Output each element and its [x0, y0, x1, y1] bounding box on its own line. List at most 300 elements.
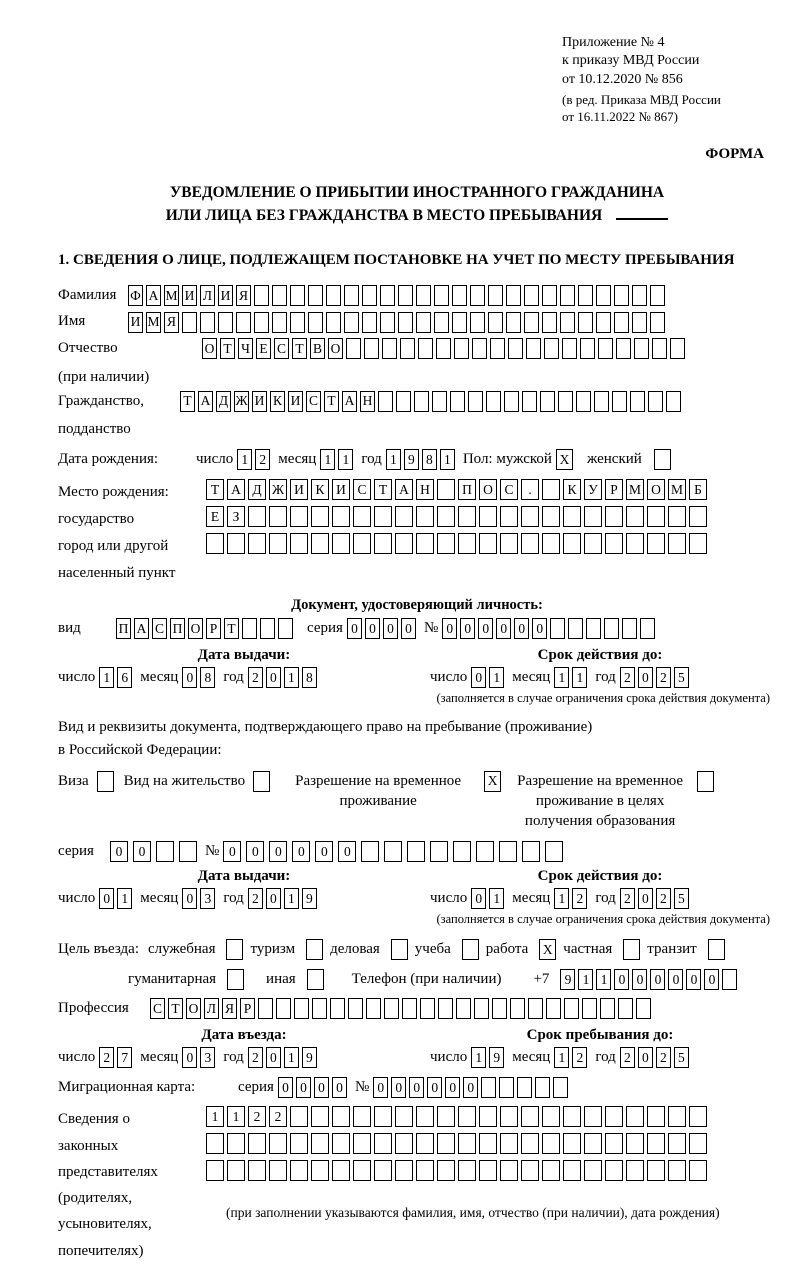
char-cell[interactable] [553, 1077, 568, 1098]
char-cell[interactable]: 1 [386, 449, 401, 470]
char-cell[interactable]: 2 [248, 667, 263, 688]
char-cell[interactable] [670, 338, 685, 359]
char-cell[interactable]: Б [689, 479, 707, 500]
char-cell[interactable] [450, 391, 465, 412]
char-cell[interactable] [563, 1160, 581, 1181]
char-cell[interactable]: 0 [614, 969, 629, 990]
char-cell[interactable] [647, 533, 665, 554]
char-cell[interactable] [630, 391, 645, 412]
char-cell[interactable]: 0 [478, 618, 493, 639]
char-cell[interactable]: 2 [255, 449, 270, 470]
char-cell[interactable] [584, 533, 602, 554]
char-cell[interactable] [206, 533, 224, 554]
char-cell[interactable] [361, 841, 379, 862]
char-cell[interactable]: Т [168, 998, 183, 1019]
char-cell[interactable]: 1 [99, 667, 114, 688]
char-cell[interactable] [290, 1133, 308, 1154]
char-cell[interactable] [647, 1133, 665, 1154]
char-cell[interactable] [395, 533, 413, 554]
char-cell[interactable]: Е [206, 506, 224, 527]
char-cell[interactable] [545, 841, 563, 862]
char-cell[interactable]: 9 [560, 969, 575, 990]
char-cell[interactable] [510, 998, 525, 1019]
char-cell[interactable] [578, 285, 593, 306]
char-cell[interactable]: С [150, 998, 165, 1019]
char-cell[interactable] [416, 285, 431, 306]
char-cell[interactable]: 0 [668, 969, 683, 990]
char-cell[interactable]: В [310, 338, 325, 359]
char-cell[interactable] [258, 998, 273, 1019]
char-cell[interactable] [500, 533, 518, 554]
char-cell[interactable]: Т [206, 479, 224, 500]
char-cell[interactable]: З [227, 506, 245, 527]
char-cell[interactable]: 1 [572, 667, 587, 688]
char-cell[interactable]: О [328, 338, 343, 359]
char-cell[interactable] [636, 998, 651, 1019]
char-cell[interactable]: 0 [650, 969, 665, 990]
char-cell[interactable] [254, 312, 269, 333]
char-cell[interactable]: 0 [338, 841, 356, 862]
char-cell[interactable] [470, 285, 485, 306]
char-cell[interactable] [550, 618, 565, 639]
char-cell[interactable] [416, 1160, 434, 1181]
char-cell[interactable]: И [182, 285, 197, 306]
char-cell[interactable]: 5 [674, 1047, 689, 1068]
char-cell[interactable] [598, 338, 613, 359]
char-cell[interactable] [437, 479, 455, 500]
char-cell[interactable] [353, 506, 371, 527]
char-cell[interactable]: 2 [656, 888, 671, 909]
char-cell[interactable]: 0 [133, 841, 151, 862]
char-cell[interactable]: 0 [99, 888, 114, 909]
char-cell[interactable]: 0 [471, 888, 486, 909]
char-cell[interactable] [689, 506, 707, 527]
char-cell[interactable]: 5 [674, 888, 689, 909]
char-cell[interactable] [458, 533, 476, 554]
char-cell[interactable]: 0 [383, 618, 398, 639]
char-cell[interactable] [432, 391, 447, 412]
char-cell[interactable]: И [252, 391, 267, 412]
char-cell[interactable] [332, 1106, 350, 1127]
char-cell[interactable]: 0 [292, 841, 310, 862]
char-cell[interactable]: М [146, 312, 161, 333]
char-cell[interactable] [416, 1106, 434, 1127]
char-cell[interactable] [248, 506, 266, 527]
char-cell[interactable] [366, 998, 381, 1019]
char-cell[interactable]: 1 [227, 1106, 245, 1127]
char-cell[interactable]: 7 [117, 1047, 132, 1068]
char-cell[interactable]: Р [605, 479, 623, 500]
char-cell[interactable] [500, 1133, 518, 1154]
char-cell[interactable] [353, 1133, 371, 1154]
char-cell[interactable] [362, 312, 377, 333]
char-cell[interactable] [437, 533, 455, 554]
char-cell[interactable] [332, 1160, 350, 1181]
char-cell[interactable] [344, 312, 359, 333]
char-cell[interactable] [622, 618, 637, 639]
char-cell[interactable]: 0 [632, 969, 647, 990]
char-cell[interactable]: 1 [320, 449, 335, 470]
char-cell[interactable] [269, 533, 287, 554]
char-cell[interactable] [479, 506, 497, 527]
char-cell[interactable] [542, 1133, 560, 1154]
char-cell[interactable] [434, 285, 449, 306]
purpose-humanitarian-checkbox[interactable] [227, 969, 244, 990]
char-cell[interactable] [580, 338, 595, 359]
char-cell[interactable] [458, 1133, 476, 1154]
char-cell[interactable] [353, 533, 371, 554]
char-cell[interactable]: 0 [463, 1077, 478, 1098]
char-cell[interactable]: 0 [460, 618, 475, 639]
char-cell[interactable] [521, 533, 539, 554]
char-cell[interactable] [612, 391, 627, 412]
char-cell[interactable] [311, 506, 329, 527]
char-cell[interactable] [540, 391, 555, 412]
char-cell[interactable]: И [128, 312, 143, 333]
char-cell[interactable]: 1 [554, 667, 569, 688]
char-cell[interactable] [416, 506, 434, 527]
char-cell[interactable] [650, 285, 665, 306]
char-cell[interactable] [605, 533, 623, 554]
char-cell[interactable]: А [146, 285, 161, 306]
char-cell[interactable]: 2 [248, 1047, 263, 1068]
char-cell[interactable] [400, 338, 415, 359]
char-cell[interactable] [311, 1106, 329, 1127]
char-cell[interactable] [182, 312, 197, 333]
char-cell[interactable] [272, 312, 287, 333]
char-cell[interactable] [626, 533, 644, 554]
char-cell[interactable] [605, 1133, 623, 1154]
char-cell[interactable]: 1 [440, 449, 455, 470]
char-cell[interactable] [562, 338, 577, 359]
char-cell[interactable]: Т [224, 618, 239, 639]
char-cell[interactable] [311, 1133, 329, 1154]
char-cell[interactable]: 0 [314, 1077, 329, 1098]
char-cell[interactable]: 0 [445, 1077, 460, 1098]
char-cell[interactable]: 0 [223, 841, 241, 862]
char-cell[interactable] [290, 312, 305, 333]
char-cell[interactable] [437, 506, 455, 527]
char-cell[interactable] [476, 841, 494, 862]
char-cell[interactable] [353, 1106, 371, 1127]
char-cell[interactable] [308, 312, 323, 333]
char-cell[interactable] [488, 312, 503, 333]
char-cell[interactable] [290, 506, 308, 527]
char-cell[interactable]: 0 [391, 1077, 406, 1098]
char-cell[interactable] [407, 841, 425, 862]
purpose-official-checkbox[interactable] [226, 939, 243, 960]
char-cell[interactable]: 8 [200, 667, 215, 688]
char-cell[interactable] [596, 312, 611, 333]
purpose-work-checkbox[interactable]: X [539, 939, 556, 960]
char-cell[interactable]: У [584, 479, 602, 500]
char-cell[interactable]: Е [256, 338, 271, 359]
char-cell[interactable] [430, 841, 448, 862]
char-cell[interactable] [395, 1133, 413, 1154]
char-cell[interactable] [560, 285, 575, 306]
char-cell[interactable]: 0 [409, 1077, 424, 1098]
char-cell[interactable]: Т [324, 391, 339, 412]
char-cell[interactable] [437, 1133, 455, 1154]
char-cell[interactable] [458, 506, 476, 527]
char-cell[interactable] [506, 285, 521, 306]
char-cell[interactable]: О [186, 998, 201, 1019]
char-cell[interactable] [346, 338, 361, 359]
char-cell[interactable] [453, 841, 471, 862]
char-cell[interactable] [348, 998, 363, 1019]
char-cell[interactable] [542, 312, 557, 333]
char-cell[interactable] [380, 285, 395, 306]
char-cell[interactable]: Л [204, 998, 219, 1019]
char-cell[interactable]: Р [206, 618, 221, 639]
char-cell[interactable] [689, 1133, 707, 1154]
char-cell[interactable] [542, 506, 560, 527]
char-cell[interactable] [616, 338, 631, 359]
char-cell[interactable] [626, 1160, 644, 1181]
char-cell[interactable] [206, 1160, 224, 1181]
char-cell[interactable] [640, 618, 655, 639]
char-cell[interactable] [584, 1106, 602, 1127]
char-cell[interactable] [558, 391, 573, 412]
female-checkbox[interactable] [654, 449, 671, 470]
char-cell[interactable]: 0 [427, 1077, 442, 1098]
char-cell[interactable] [490, 338, 505, 359]
char-cell[interactable] [584, 1160, 602, 1181]
char-cell[interactable]: К [270, 391, 285, 412]
char-cell[interactable] [437, 1160, 455, 1181]
char-cell[interactable] [544, 338, 559, 359]
char-cell[interactable] [437, 1106, 455, 1127]
char-cell[interactable] [594, 391, 609, 412]
char-cell[interactable] [479, 1133, 497, 1154]
char-cell[interactable] [632, 312, 647, 333]
char-cell[interactable] [269, 1133, 287, 1154]
char-cell[interactable] [272, 285, 287, 306]
char-cell[interactable]: 2 [572, 1047, 587, 1068]
char-cell[interactable]: 9 [302, 1047, 317, 1068]
char-cell[interactable] [420, 998, 435, 1019]
char-cell[interactable] [546, 998, 561, 1019]
char-cell[interactable]: 6 [117, 667, 132, 688]
char-cell[interactable]: К [311, 479, 329, 500]
char-cell[interactable]: С [500, 479, 518, 500]
purpose-study-checkbox[interactable] [462, 939, 479, 960]
char-cell[interactable] [452, 312, 467, 333]
char-cell[interactable] [402, 998, 417, 1019]
char-cell[interactable] [353, 1160, 371, 1181]
char-cell[interactable]: П [116, 618, 131, 639]
char-cell[interactable]: 0 [269, 841, 287, 862]
char-cell[interactable]: 1 [578, 969, 593, 990]
char-cell[interactable]: 0 [686, 969, 701, 990]
char-cell[interactable] [380, 312, 395, 333]
char-cell[interactable] [689, 1106, 707, 1127]
char-cell[interactable] [648, 391, 663, 412]
char-cell[interactable]: 1 [284, 888, 299, 909]
char-cell[interactable] [605, 1106, 623, 1127]
char-cell[interactable] [344, 285, 359, 306]
char-cell[interactable] [521, 506, 539, 527]
char-cell[interactable] [524, 285, 539, 306]
char-cell[interactable] [248, 533, 266, 554]
char-cell[interactable]: 1 [284, 667, 299, 688]
char-cell[interactable]: О [188, 618, 203, 639]
char-cell[interactable]: С [274, 338, 289, 359]
char-cell[interactable]: 2 [620, 667, 635, 688]
char-cell[interactable] [418, 338, 433, 359]
char-cell[interactable]: 0 [266, 667, 281, 688]
purpose-other-checkbox[interactable] [307, 969, 324, 990]
char-cell[interactable] [508, 338, 523, 359]
char-cell[interactable] [499, 841, 517, 862]
char-cell[interactable]: 0 [347, 618, 362, 639]
char-cell[interactable] [290, 1106, 308, 1127]
char-cell[interactable] [542, 1160, 560, 1181]
char-cell[interactable] [332, 533, 350, 554]
char-cell[interactable] [604, 618, 619, 639]
char-cell[interactable]: Я [236, 285, 251, 306]
char-cell[interactable] [236, 312, 251, 333]
char-cell[interactable]: 0 [332, 1077, 347, 1098]
char-cell[interactable] [414, 391, 429, 412]
char-cell[interactable]: М [668, 479, 686, 500]
char-cell[interactable] [364, 338, 379, 359]
char-cell[interactable]: 2 [620, 1047, 635, 1068]
char-cell[interactable] [326, 312, 341, 333]
char-cell[interactable] [568, 618, 583, 639]
char-cell[interactable]: И [288, 391, 303, 412]
char-cell[interactable] [470, 312, 485, 333]
char-cell[interactable]: 1 [554, 888, 569, 909]
char-cell[interactable]: 1 [489, 888, 504, 909]
char-cell[interactable] [416, 312, 431, 333]
char-cell[interactable] [200, 312, 215, 333]
char-cell[interactable] [260, 618, 275, 639]
char-cell[interactable] [500, 1106, 518, 1127]
char-cell[interactable] [374, 1133, 392, 1154]
char-cell[interactable] [668, 533, 686, 554]
char-cell[interactable]: 0 [638, 888, 653, 909]
char-cell[interactable]: П [170, 618, 185, 639]
char-cell[interactable]: А [342, 391, 357, 412]
char-cell[interactable] [398, 285, 413, 306]
char-cell[interactable] [605, 1160, 623, 1181]
char-cell[interactable]: 0 [401, 618, 416, 639]
char-cell[interactable]: И [290, 479, 308, 500]
char-cell[interactable] [227, 1133, 245, 1154]
char-cell[interactable] [689, 533, 707, 554]
char-cell[interactable] [374, 1106, 392, 1127]
char-cell[interactable]: С [152, 618, 167, 639]
char-cell[interactable] [526, 338, 541, 359]
char-cell[interactable] [542, 479, 560, 500]
char-cell[interactable]: 8 [422, 449, 437, 470]
char-cell[interactable] [584, 1133, 602, 1154]
char-cell[interactable] [248, 1133, 266, 1154]
char-cell[interactable] [308, 285, 323, 306]
char-cell[interactable]: 0 [514, 618, 529, 639]
char-cell[interactable]: Ж [234, 391, 249, 412]
char-cell[interactable]: С [353, 479, 371, 500]
char-cell[interactable] [227, 533, 245, 554]
char-cell[interactable]: 1 [237, 449, 252, 470]
char-cell[interactable] [668, 1160, 686, 1181]
char-cell[interactable]: 0 [278, 1077, 293, 1098]
char-cell[interactable] [468, 391, 483, 412]
char-cell[interactable] [294, 998, 309, 1019]
char-cell[interactable] [395, 1160, 413, 1181]
char-cell[interactable]: 0 [266, 1047, 281, 1068]
char-cell[interactable] [626, 506, 644, 527]
char-cell[interactable]: 0 [182, 667, 197, 688]
char-cell[interactable] [311, 533, 329, 554]
char-cell[interactable] [596, 285, 611, 306]
char-cell[interactable] [576, 391, 591, 412]
temp-residence-education-checkbox[interactable] [697, 771, 714, 792]
char-cell[interactable]: 2 [620, 888, 635, 909]
char-cell[interactable] [374, 1160, 392, 1181]
visa-checkbox[interactable] [97, 771, 114, 792]
char-cell[interactable] [528, 998, 543, 1019]
char-cell[interactable] [668, 506, 686, 527]
char-cell[interactable] [634, 338, 649, 359]
purpose-transit-checkbox[interactable] [708, 939, 725, 960]
char-cell[interactable] [332, 1133, 350, 1154]
temp-residence-checkbox[interactable]: X [484, 771, 501, 792]
char-cell[interactable]: Р [240, 998, 255, 1019]
char-cell[interactable]: 0 [471, 667, 486, 688]
char-cell[interactable] [269, 506, 287, 527]
char-cell[interactable]: 0 [373, 1077, 388, 1098]
char-cell[interactable]: 0 [266, 888, 281, 909]
char-cell[interactable] [206, 1133, 224, 1154]
char-cell[interactable]: А [134, 618, 149, 639]
char-cell[interactable] [521, 1133, 539, 1154]
char-cell[interactable] [524, 312, 539, 333]
purpose-business-checkbox[interactable] [391, 939, 408, 960]
char-cell[interactable]: О [202, 338, 217, 359]
char-cell[interactable] [374, 533, 392, 554]
char-cell[interactable]: 9 [489, 1047, 504, 1068]
char-cell[interactable] [542, 533, 560, 554]
char-cell[interactable]: 8 [302, 667, 317, 688]
char-cell[interactable]: 0 [246, 841, 264, 862]
char-cell[interactable]: А [198, 391, 213, 412]
char-cell[interactable]: 2 [248, 888, 263, 909]
char-cell[interactable]: 3 [200, 888, 215, 909]
char-cell[interactable] [586, 618, 601, 639]
char-cell[interactable] [479, 533, 497, 554]
char-cell[interactable] [689, 1160, 707, 1181]
char-cell[interactable] [179, 841, 197, 862]
char-cell[interactable]: Ч [238, 338, 253, 359]
char-cell[interactable]: 0 [496, 618, 511, 639]
char-cell[interactable]: 0 [365, 618, 380, 639]
char-cell[interactable] [499, 1077, 514, 1098]
char-cell[interactable] [254, 285, 269, 306]
char-cell[interactable] [474, 998, 489, 1019]
char-cell[interactable]: 1 [338, 449, 353, 470]
char-cell[interactable] [384, 841, 402, 862]
char-cell[interactable]: 0 [296, 1077, 311, 1098]
char-cell[interactable] [563, 533, 581, 554]
residence-permit-checkbox[interactable] [253, 771, 270, 792]
char-cell[interactable] [535, 1077, 550, 1098]
char-cell[interactable] [330, 998, 345, 1019]
char-cell[interactable] [311, 1160, 329, 1181]
char-cell[interactable]: Т [292, 338, 307, 359]
char-cell[interactable] [521, 1160, 539, 1181]
